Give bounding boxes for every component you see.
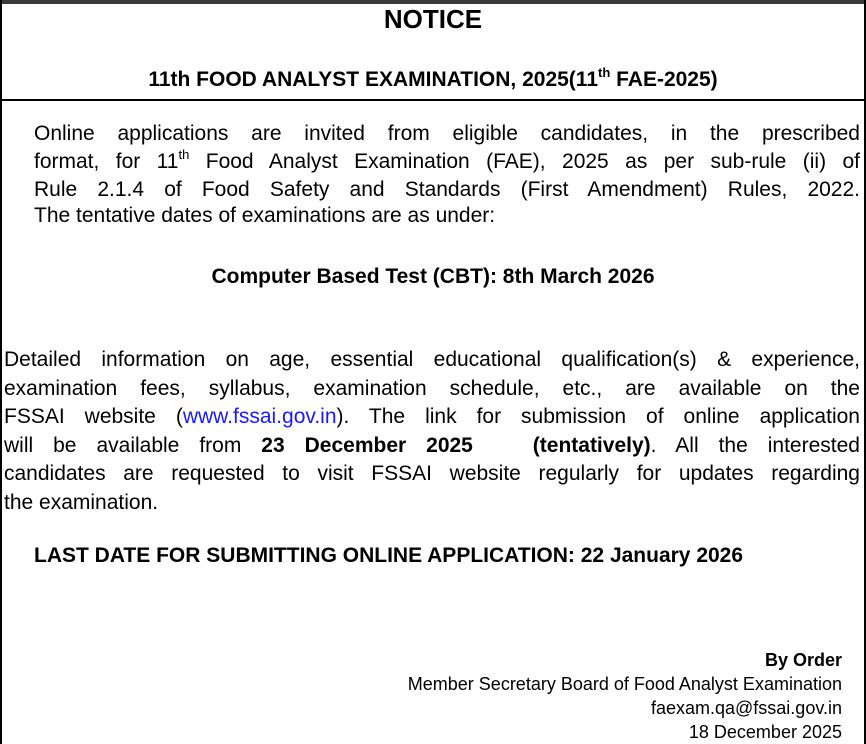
- subtitle-text-end: FAE-2025): [610, 68, 718, 91]
- para1-line: Rule 2.1.4 of Food Safety and Standards (First Amendment) Rules, 2022.: [34, 178, 860, 201]
- fssai-website-link[interactable]: www.fssai.gov.in: [182, 405, 337, 428]
- divider: [0, 99, 866, 101]
- para2-line: FSSAI website (www.fssai.gov.in). The link for submission of online application: [4, 405, 860, 428]
- cbt-date: Computer Based Test (CBT): 8th March 2026: [211, 265, 655, 288]
- para2-line: examination fees, syllabus, examination schedule, etc., are available on the: [4, 377, 860, 400]
- para2-line: candidates are requested to visit FSSAI website regularly for updates regarding: [4, 462, 860, 485]
- para1-line: Online applications are invited from eligible candidates, in the prescribed: [34, 122, 860, 145]
- para2-line: the examination.: [4, 491, 159, 514]
- para1-line: The tentative dates of examinations are as under:: [34, 204, 496, 227]
- designation: Member Secretary Board of Food Analyst Examination: [407, 674, 842, 694]
- subtitle-text: 11th FOOD ANALYST EXAMINATION, 2025(11: [148, 68, 598, 91]
- notice-date: 18 December 2025: [688, 722, 842, 742]
- by-order: By Order: [764, 650, 842, 670]
- subtitle-sup: th: [598, 65, 611, 80]
- para1-line: format, for 11th Food Analyst Examination (FAE), 2025 as per sub-rule (ii) of: [34, 147, 860, 173]
- para2-line: Detailed information on age, essential educational qualification(s) & experience,: [4, 348, 860, 371]
- para2-line: will be available from 23 December 2025 (tentatively). All the interested: [4, 434, 860, 457]
- notice-subtitle: [0, 65, 866, 92]
- notice-title: NOTICE: [383, 4, 483, 34]
- last-date: LAST DATE FOR SUBMITTING ONLINE APPLICATION: 22 January 2026: [34, 544, 744, 567]
- email: faexam.qa@fssai.gov.in: [650, 698, 842, 718]
- left-border: [0, 0, 2, 744]
